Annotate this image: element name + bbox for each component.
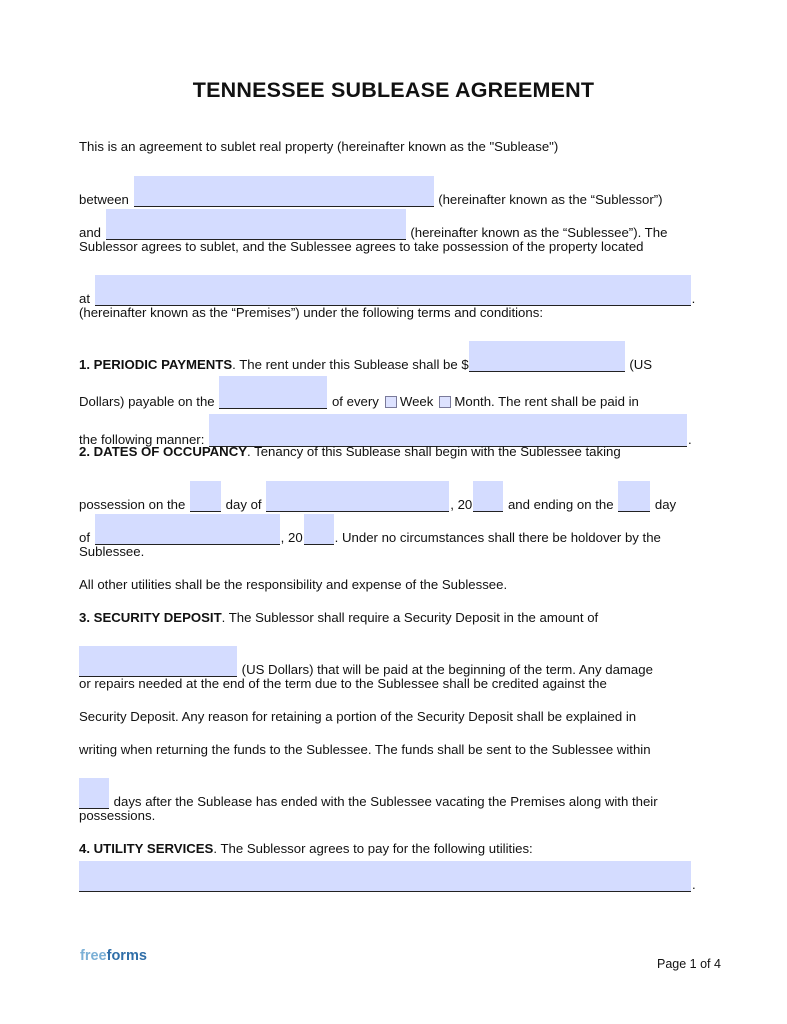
sublessee-definition: (hereinafter known as the “Sublessee”). The — [410, 225, 668, 240]
return-days-field[interactable] — [79, 778, 109, 809]
page-number: Page 1 of 4 — [657, 957, 721, 971]
section2-text-i: . Under no circumstances shall there be holdover by the — [334, 530, 661, 545]
section4-line-2 — [79, 858, 696, 893]
section2-line-4: Sublessee. — [79, 544, 145, 559]
intro-line-and — [79, 206, 667, 241]
sublessor-name-field[interactable] — [134, 176, 434, 207]
rent-amount-field[interactable] — [469, 341, 625, 372]
section1-text-d: of every — [331, 394, 379, 409]
section3-text-b: (US Dollars) that will be paid at the beginning of the term. Any damage — [241, 662, 653, 677]
section4-heading: 4. UTILITY SERVICES — [79, 841, 214, 856]
intro-line-1: This is an agreement to sublet real property (hereinafter known as the "Sublease") — [79, 139, 559, 154]
section3-text-a: . The Sublessor shall require a Security Deposit in the amount of — [221, 610, 599, 625]
section2-text-b: possession on the — [79, 497, 186, 512]
start-day-field[interactable] — [190, 481, 221, 512]
intro-line-6: (hereinafter known as the “Premises”) under the following terms and conditions: — [79, 305, 543, 320]
section1-text-e: . The rent shall be paid in — [491, 394, 639, 409]
section1-text-f: the following manner: — [79, 432, 205, 447]
section2-text-c: day of — [225, 497, 262, 512]
section4-text-a: . The Sublessor agrees to pay for the following utilities: — [213, 841, 533, 856]
section3-line-5: writing when returning the funds to the Sublessee. The funds shall be sent to the Sublessee within — [79, 742, 651, 757]
section2-line-2 — [79, 478, 676, 513]
section2-text-h: , 20 — [280, 530, 303, 545]
start-month-field[interactable] — [266, 481, 449, 512]
intro-line-at — [79, 272, 695, 307]
between-label: between — [79, 192, 129, 207]
section4-line-1 — [79, 841, 533, 857]
payment-day-field[interactable] — [219, 376, 327, 409]
utilities-list-field[interactable] — [79, 861, 691, 892]
section2-text-f: day — [654, 497, 677, 512]
document-title: TENNESSEE SUBLEASE AGREEMENT — [192, 78, 595, 102]
section3-line-4: Security Deposit. Any reason for retaining a portion of the Security Deposit shall be explained in — [79, 709, 637, 724]
section1-text-b: (US — [629, 357, 653, 372]
section3-line-1 — [79, 610, 598, 626]
section2-text-e: and ending on the — [507, 497, 614, 512]
period: . — [691, 291, 696, 306]
freeforms-logo — [80, 948, 147, 964]
week-label: Week — [399, 394, 434, 409]
section2-line-3 — [79, 511, 661, 546]
section3-line-6 — [79, 775, 658, 810]
month-label: Month — [454, 394, 492, 409]
end-month-field[interactable] — [95, 514, 280, 545]
logo-forms: forms — [106, 948, 147, 964]
period: . — [692, 877, 696, 892]
month-checkbox[interactable] — [439, 396, 451, 408]
period: . — [688, 432, 692, 447]
section2-text-d: , 20 — [450, 497, 473, 512]
intro-line-between — [79, 173, 663, 208]
section1-text-a: . The rent under this Sublease shall be $ — [232, 357, 469, 372]
section1-heading: 1. PERIODIC PAYMENTS — [79, 357, 233, 372]
section1-line-1 — [79, 338, 652, 373]
section3-heading: 3. SECURITY DEPOSIT — [79, 610, 222, 625]
utilities-note: All other utilities shall be the responsibility and expense of the Sublessee. — [79, 577, 508, 592]
end-day-field[interactable] — [618, 481, 650, 512]
section2-text-g: of — [79, 530, 90, 545]
intro-line-4: Sublessor agrees to sublet, and the Sublessee agrees to take possession of the property located — [79, 239, 644, 254]
section2-line-1 — [79, 444, 621, 460]
sublessee-name-field[interactable] — [106, 209, 406, 240]
property-address-field[interactable] — [95, 275, 691, 306]
at-label: at — [79, 291, 90, 306]
week-checkbox[interactable] — [385, 396, 397, 408]
deposit-amount-field[interactable] — [79, 646, 237, 677]
and-label: and — [79, 225, 102, 240]
section1-line-3 — [79, 411, 692, 448]
start-year-field[interactable] — [473, 481, 503, 512]
section3-line-3: or repairs needed at the end of the term due to the Sublessee shall be credited against the — [79, 676, 607, 691]
section3-text-f: days after the Sublease has ended with the Sublessee vacating the Premises along with their — [113, 794, 658, 809]
section1-line-2 — [79, 373, 639, 410]
end-year-field[interactable] — [304, 514, 334, 545]
section2-text-a: . Tenancy of this Sublease shall begin with the Sublessee taking — [247, 444, 621, 459]
section2-heading: 2. DATES OF OCCUPANCY — [79, 444, 248, 459]
payment-manner-field[interactable] — [209, 414, 687, 447]
section3-line-7: possessions. — [79, 808, 156, 823]
sublessor-definition: (hereinafter known as the “Sublessor”) — [438, 192, 663, 207]
section1-text-c: Dollars) payable on the — [79, 394, 215, 409]
section3-line-2 — [79, 643, 653, 678]
logo-free: free — [80, 948, 107, 964]
